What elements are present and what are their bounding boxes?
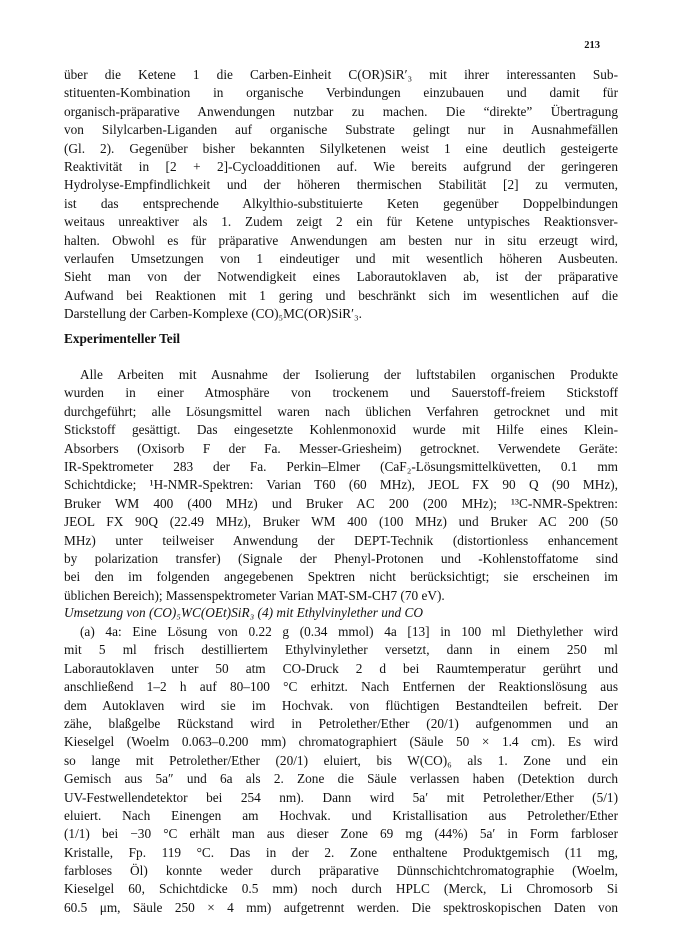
text-line: halten. Obwohl es für präparative Anwendungen am besten nur in situ erzeugt wird, (64, 232, 618, 248)
text-line: Stickstoff gesättigt. Das eingesetzte Kohlenmonoxid wurde mit Hilfe eines Klein- (64, 422, 618, 438)
text-line: Schichtdicke; ¹H-NMR-Spektren: Varian T60 (60 MHz), JEOL FX 90 Q (90 MHz), (64, 477, 618, 493)
text-line: ist das entsprechende Alkylthio-substituierte Keten gegenüber Doppelbindungen (64, 195, 618, 211)
paragraph-experimental (64, 366, 618, 605)
text-line: farbloses Öl) konnte weder durch präparative Dünnschichtchromatographie (Woelm, (64, 863, 618, 879)
text-line: organisch-präparative Anwendungen nutzbar zu machen. Die “direkte” Übertragung (64, 103, 618, 119)
text-line: üblichen Bereich); Massenspektrometer Varian MAT-SM-CH7 (70 eV). (64, 587, 445, 603)
text-line: Laborautoklaven unter 50 atm CO-Druck 2 d bei Raumtemperatur gerührt und (64, 660, 618, 676)
text-line: über die Ketene 1 die Carben-Einheit C(OR)SiR′₃ mit ihrer interessanten Sub- (64, 67, 618, 82)
text-line: weitaus unreaktiver als 1. Zudem zeigt 2 ein für Ketene untypisches Reaktionsver- (64, 214, 618, 230)
subsection-heading: Umsetzung von (CO)₅WC(OEt)SiR₃ (4) mit Ethylvinylether und CO (64, 605, 423, 620)
text-line: verlaufen Umsetzungen von 1 eindeutiger und mit wesentlich höheren Ausbeuten. (64, 250, 618, 266)
text-line: so lange mit Petrolether/Ether (20/1) eluiert, bis W(CO)₆ als 1. Zone und ein (64, 752, 618, 768)
text-line: wurden in einer Atmosphäre von trockenem und Sauerstoff-freiem Stickstoff (64, 385, 618, 401)
text-line: Darstellung der Carben-Komplexe (CO)₅MC(OR)SiR′₃. (64, 306, 363, 322)
page-number: 213 (584, 40, 600, 51)
text-line: IR-Spektrometer 283 der Fa. Perkin–Elmer (CaF₂-Lösungsmittelküvetten, 0.1 mm (64, 458, 618, 474)
text-line: Alle Arbeiten mit Ausnahme der Isolierung der luftstabilen organischen Produkte (80, 367, 618, 382)
text-line: (1/1) bei −30 °C erhält man aus dieser Zone 69 mg (44%) 5a′ in Form farbloser (64, 826, 618, 842)
paragraph-intro (64, 66, 618, 323)
text-line: bei den im folgenden angegebenen Spektren nicht berücksichtigt; sie erscheinen im (64, 569, 618, 585)
text-line: 60.5 μm, Säule 250 × 4 mm) aufgetrennt werden. Die spektroskopischen Daten von (64, 899, 618, 915)
text-line: Absorbers (Oxisorb F der Fa. Messer-Griesheim) getrocknet. Verwendete Geräte: (64, 440, 618, 456)
text-line: Gemisch aus 5a″ und 6a als 2. Zone die Säule verlassen haben (Detektion durch (64, 771, 618, 787)
text-line: (Gl. 2). Gegenüber bisher bekannten Silylketenen weist 1 eine deutlich gesteigerte (64, 140, 618, 156)
text-line: Bruker WM 400 (400 MHz) und Bruker AC 200 (200 MHz); ¹³C-NMR-Spektren: (64, 495, 618, 511)
text-line: Reaktivität in [2 + 2]-Cycloadditionen auf. Wie bereits aufgrund der geringeren (64, 158, 618, 174)
text-line: stituenten-Kombination in organische Verbindungen einzubauen und damit für (64, 85, 618, 101)
text-line: Kieselgel 60, Schichtdicke 0.5 mm) noch durch HPLC (Merck, Li Chromosorb Si (64, 881, 618, 897)
text-line: anschließend 1–2 h auf 80–100 °C erhitzt. Nach Entfernen der Reaktionslösung aus (64, 679, 618, 695)
text-line: JEOL FX 90Q (22.49 MHz), Bruker WM 400 (100 MHz) und Bruker AC 200 (50 (64, 514, 618, 530)
text-line: Kristalle, Fp. 119 °C. Das in der 2. Zone enthaltene Produktgemisch (11 mg, (64, 844, 618, 860)
text-line: eluiert. Nach Einengen am Hochvak. und Kristallisation aus Petrolether/Ether (64, 807, 618, 823)
text-line: Sieht man von der Notwendigkeit eines Laborautoklaven ab, ist der präparative (64, 269, 618, 285)
text-line: by polarization transfer) (Signale der Phenyl-Protonen und -Kohlenstoffatome sind (64, 550, 618, 566)
text-line: von Silylcarben-Liganden auf organische Substrate gelingt nur in Ausnahmefällen (64, 122, 618, 138)
text-line: Kieselgel (Woelm 0.063–0.200 mm) chromatographiert (Säule 50 × 1.4 cm). Es wird (64, 734, 618, 750)
text-line: (a) 4a: Eine Lösung von 0.22 g (0.34 mmol) 4a [13] in 100 ml Diethylether wird (80, 624, 618, 639)
subsection-heading-block (64, 604, 618, 622)
text-line: mit 5 ml frisch destilliertem Ethylvinylether versetzt, dann in einem 250 ml (64, 642, 618, 658)
text-line: UV-Festwellendetektor bei 254 nm). Dann wird 5a′ mit Petrolether/Ether (5/1) (64, 789, 618, 805)
section-heading-block (64, 330, 618, 348)
paragraph-procedure (64, 623, 618, 917)
text-line: dem Autoklaven wird sie im Hochvak. von flüchtigen Bestandteilen befreit. Der (64, 697, 618, 713)
section-heading: Experimenteller Teil (64, 331, 181, 346)
text-line: durchgeführt; alle Lösungsmittel waren nach üblichen Verfahren getrocknet und mit (64, 403, 618, 419)
text-line: Aufwand bei Reaktionen mit 1 gering und beschränkt sich im wesentlichen auf die (64, 287, 618, 303)
text-line: Hydrolyse-Empfindlichkeit und der höheren thermischen Stabilität [2] zu vermuten, (64, 177, 618, 193)
text-line: MHz) unter teilweiser Anwendung der DEPT-Technik (distortionless enhancement (64, 532, 618, 548)
text-line: zähe, blaßgelbe Rückstand wird in Petrolether/Ether (20/1) aufgenommen und an (64, 715, 618, 731)
